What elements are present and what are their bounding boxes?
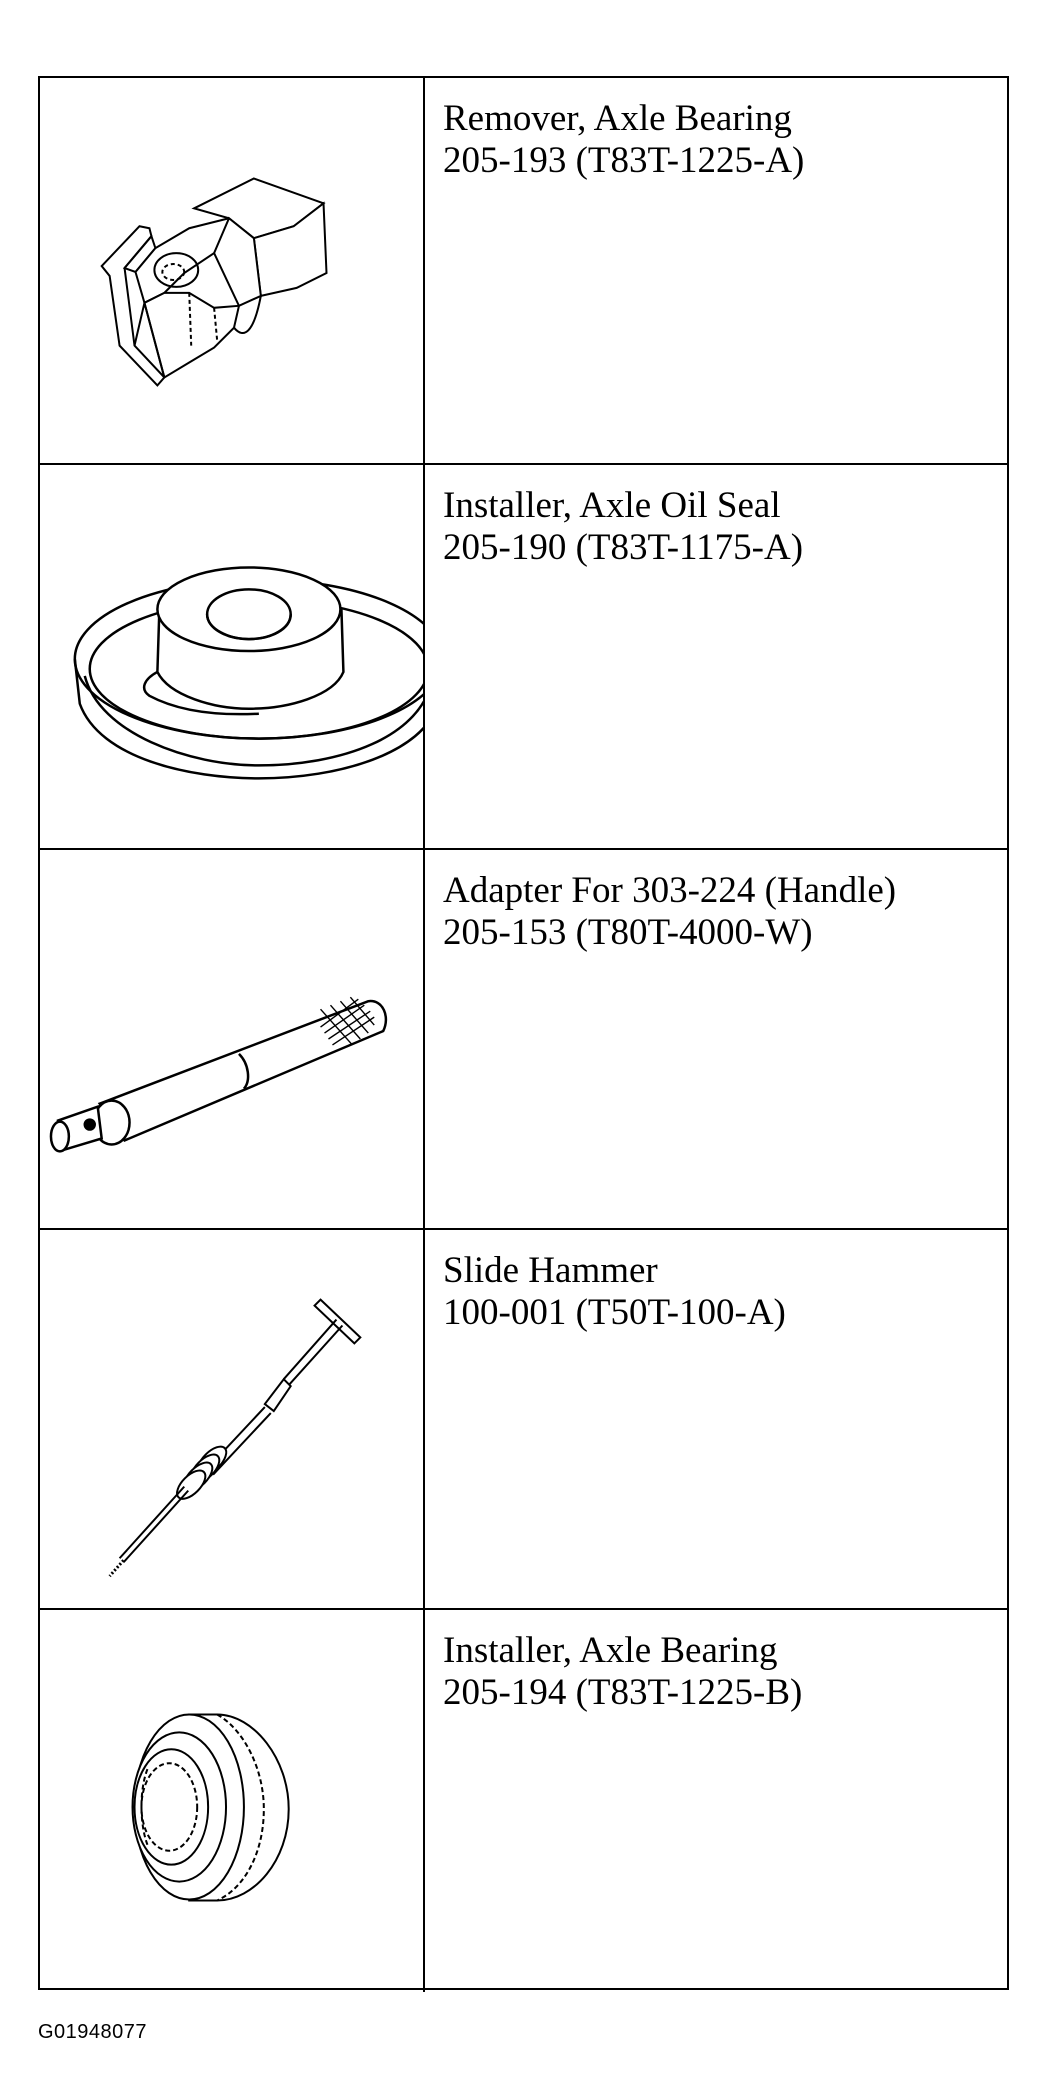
tool-image-cell bbox=[40, 465, 425, 848]
tool-row bbox=[40, 1608, 1007, 1992]
tool-name: Adapter For 303-224 (Handle) bbox=[443, 870, 897, 911]
tool-name: Installer, Axle Bearing bbox=[443, 1630, 778, 1671]
slide-hammer-icon bbox=[40, 1230, 423, 1608]
axle-bearing-remover-icon bbox=[40, 78, 423, 463]
tool-number: 205-153 (T80T-4000-W) bbox=[443, 912, 813, 953]
tool-row bbox=[40, 848, 1007, 1228]
tool-row bbox=[40, 1228, 1007, 1608]
tool-description bbox=[443, 1630, 997, 1714]
tool-row bbox=[40, 463, 1007, 848]
tool-description bbox=[443, 1250, 997, 1334]
tool-number: 205-193 (T83T-1225-A) bbox=[443, 140, 805, 181]
tool-row bbox=[40, 78, 1007, 463]
special-tools-table bbox=[38, 76, 1009, 1990]
handle-adapter-icon bbox=[40, 850, 423, 1228]
tool-name: Installer, Axle Oil Seal bbox=[443, 485, 781, 526]
tool-description bbox=[443, 485, 997, 569]
tool-image-cell bbox=[40, 78, 425, 463]
tool-image-cell bbox=[40, 850, 425, 1228]
tool-name: Slide Hammer bbox=[443, 1250, 658, 1291]
tool-image-cell bbox=[40, 1610, 425, 1992]
axle-oil-seal-installer-icon bbox=[40, 465, 423, 848]
tool-image-cell bbox=[40, 1230, 425, 1608]
tool-number: 100-001 (T50T-100-A) bbox=[443, 1292, 786, 1333]
tool-description bbox=[443, 870, 997, 954]
tool-description bbox=[443, 98, 997, 182]
tool-name: Remover, Axle Bearing bbox=[443, 98, 792, 139]
figure-id: G01948077 bbox=[38, 2021, 148, 2043]
axle-bearing-installer-icon bbox=[40, 1610, 423, 1992]
tool-number: 205-190 (T83T-1175-A) bbox=[443, 527, 804, 568]
tool-number: 205-194 (T83T-1225-B) bbox=[443, 1672, 803, 1713]
